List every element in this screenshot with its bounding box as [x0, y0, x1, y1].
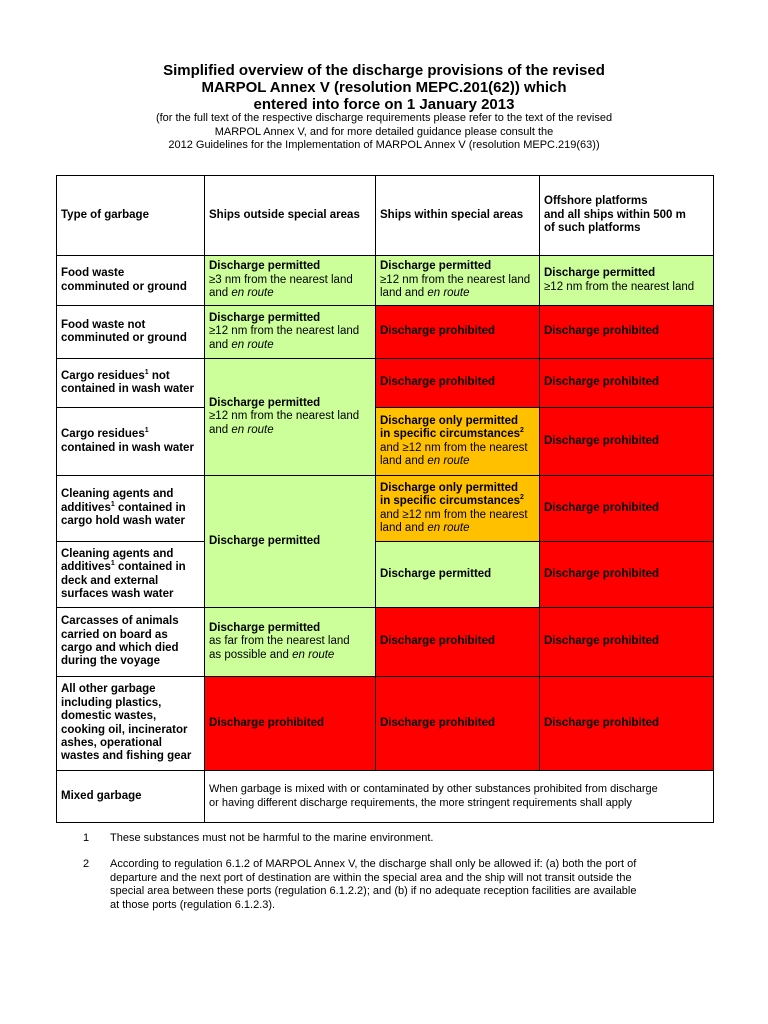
subtitle-line: 2012 Guidelines for the Implementation of MARPOL Annex V (resolution MEPC.219(63)) [168, 139, 600, 151]
cell-permitted: Discharge permitted [376, 542, 540, 608]
cell-permitted: Discharge permitted ≥12 nm from the nearest land and en route [205, 359, 376, 476]
cell-prohibited: Discharge prohibited [376, 608, 540, 677]
table-row [57, 476, 714, 542]
discharge-provisions-table [56, 175, 714, 823]
cell-conditional: Discharge only permitted in specific circumstances$^2$ and ≥12 nm from the nearest land and en route [376, 476, 540, 542]
cell-prohibited: Discharge prohibited [376, 359, 540, 408]
table-row [57, 542, 714, 608]
header-type-of-garbage: Type of garbage [57, 176, 205, 256]
cell-prohibited: Discharge prohibited [205, 677, 376, 771]
subtitle-line: (for the full text of the respective discharge requirements please refer to the text of the revised [155, 112, 613, 124]
table-row [57, 359, 714, 408]
title-line: entered into force on 1 January 2013 [253, 96, 515, 113]
document-subtitle [0, 112, 768, 153]
row-label-carcasses: Carcasses of animals carried on board as cargo and which died during the voyage [57, 608, 205, 677]
cell-prohibited: Discharge prohibited [540, 608, 714, 677]
row-label-cargo-residues-in-wash-water: Cargo residues$^1$ contained in wash water [57, 408, 205, 476]
row-label-all-other-garbage: All other garbage including plastics, domestic wastes, cooking oil, incinerator ashes, operational wastes and fishing gear [57, 677, 205, 771]
table-row [57, 677, 714, 771]
cell-permitted: Discharge permitted ≥12 nm from the nearest land [540, 256, 714, 306]
title-line: MARPOL Annex V (resolution MEPC.201(62)) which [201, 79, 567, 96]
table-row [57, 608, 714, 677]
cell-prohibited: Discharge prohibited [376, 306, 540, 359]
row-label-food-waste-not-comminuted: Food waste not comminuted or ground [57, 306, 205, 359]
subtitle-line: MARPOL Annex V, and for more detailed guidance please consult the [214, 125, 554, 138]
cell-prohibited: Discharge prohibited [540, 306, 714, 359]
header-offshore-platforms: Offshore platforms and all ships within 500 m of such platforms [540, 176, 714, 256]
row-label-food-waste-comminuted: Food waste comminuted or ground [57, 256, 205, 306]
cell-prohibited: Discharge prohibited [540, 476, 714, 542]
cell-prohibited: Discharge prohibited [376, 677, 540, 771]
cell-prohibited: Discharge prohibited [540, 677, 714, 771]
table-row [57, 771, 714, 823]
row-label-cleaning-agents-deck: Cleaning agents and additives$^1$ contained in deck and external surfaces wash water [57, 542, 205, 608]
table-header-row [57, 176, 714, 256]
header-outside-special-areas: Ships outside special areas [205, 176, 376, 256]
cell-prohibited: Discharge prohibited [540, 542, 714, 608]
table-row [57, 306, 714, 359]
cell-permitted: Discharge permitted as far from the nearest land as possible and en route [205, 608, 376, 677]
cell-conditional: Discharge only permitted in specific circumstances$^2$ and ≥12 nm from the nearest land and en route [376, 408, 540, 476]
row-label-mixed-garbage: Mixed garbage [57, 771, 205, 823]
cell-permitted: Discharge permitted ≥3 nm from the nearest land and en route [205, 256, 376, 306]
table-row [57, 256, 714, 306]
cell-prohibited: Discharge prohibited [540, 408, 714, 476]
row-label-cleaning-agents-cargo-hold: Cleaning agents and additives$^1$ contained in cargo hold wash water [57, 476, 205, 542]
document-title [0, 62, 768, 113]
cell-mixed-garbage-rule: When garbage is mixed with or contaminated by other substances prohibited from discharge or having different discharge requirements, the more stringent requirements shall apply [205, 771, 714, 823]
cell-prohibited: Discharge prohibited [540, 359, 714, 408]
cell-permitted: Discharge permitted ≥12 nm from the nearest land and en route [205, 306, 376, 359]
cell-permitted: Discharge permitted ≥12 nm from the nearest land land and en route [376, 256, 540, 306]
cell-permitted: Discharge permitted [205, 476, 376, 608]
header-within-special-areas: Ships within special areas [376, 176, 540, 256]
title-line: Simplified overview of the discharge provisions of the revised [163, 62, 605, 79]
table-row [57, 408, 714, 476]
row-label-cargo-residues-not-in-wash-water: Cargo residues$^1$ not contained in wash water [57, 359, 205, 408]
